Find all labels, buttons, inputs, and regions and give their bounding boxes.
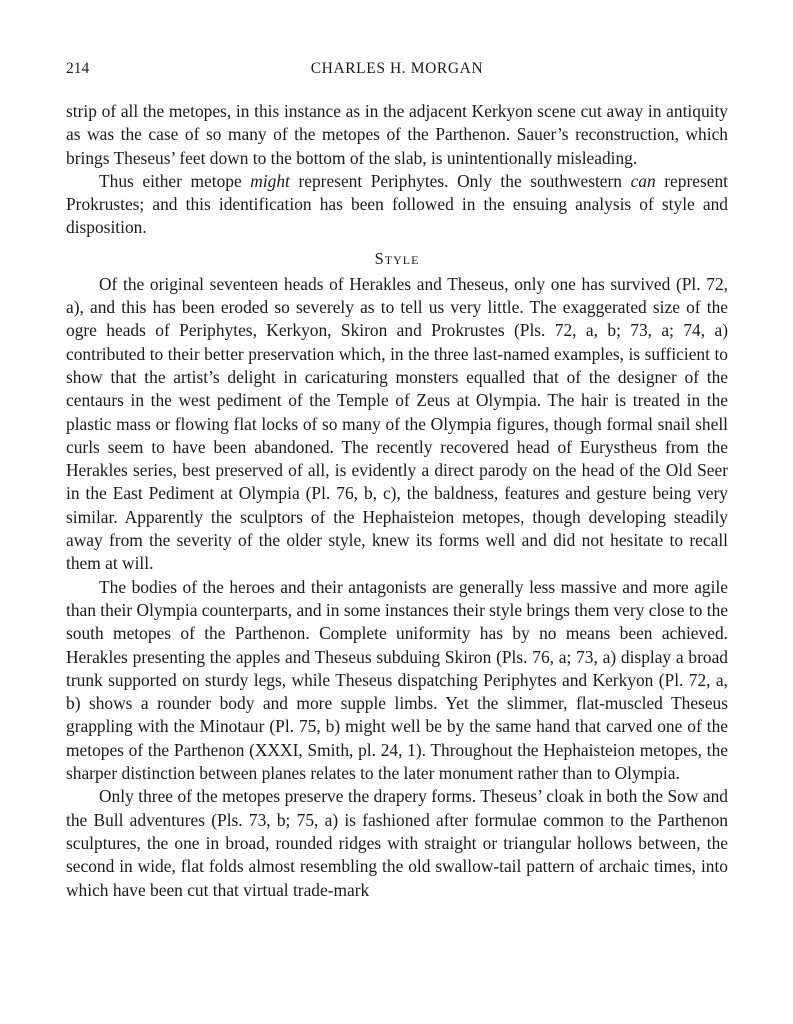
body-paragraph (66, 170, 728, 240)
body-paragraph (66, 100, 728, 170)
body-text (66, 100, 728, 902)
body-paragraph (66, 785, 728, 901)
text-segment: represent Prokrustes; and this identification has been followed in the ensuing analysis of style and disposition. (66, 170, 728, 238)
page (66, 56, 728, 902)
italic-text: might (250, 170, 290, 191)
text-segment: The bodies of the heroes and their antagonists are generally less massive and more agile than their Olympia counterparts, and in some instances their style brings them very close to the south metopes of the Parthenon. Complete uniformity has by no means been achieved. Herakles presenting the apples and Theseus subduing Skiron (Pls. 76, a; 73, a) display a broad trunk supported on sturdy legs, while Theseus dispatching Periphytes and Kerkyon (Pl. 72, a, b) shows a rounder body and more supple limbs. Yet the slimmer, flat-muscled Theseus grappling with the Minotaur (Pl. 75, b) might well be by the same hand that carved one of the metopes of the Parthenon (XXXI, Smith, pl. 24, 1). Throughout the Hephaisteion metopes, the sharper distinction between planes relates to the later monument rather than to Olympia. (66, 576, 728, 784)
text-segment: Only three of the metopes preserve the drapery forms. Theseus’ cloak in both the Sow and the Bull adventures (Pls. 73, b; 75, a) is fashioned after formulae common to the Parthenon sculptures, the one in broad, rounded ridges with straight or triangular hollows between, the second in wide, flat folds almost resembling the old swallow-tail pattern of archaic times, into which have been cut that virtual trade-mark (66, 786, 728, 900)
text-segment: strip of all the metopes, in this instance as in the adjacent Kerkyon scene cut away in antiquity as was the case of so many of the metopes of the Parthenon. Sauer’s reconstruction, which brings Theseus’ feet down to the bottom of the slab, is unintentionally misleading. (66, 101, 728, 168)
text-segment: represent Periphytes. Only the southwestern (289, 170, 631, 191)
text-segment: Thus either metope (99, 170, 251, 191)
paragraphs-after-heading (66, 273, 728, 902)
section-heading: Style (374, 248, 420, 268)
body-paragraph (66, 576, 728, 786)
page-number: 214 (66, 60, 90, 77)
body-paragraph (66, 273, 728, 576)
text-segment: Of the original seventeen heads of Herakles and Theseus, only one has survived (Pl. 72, a), and this has been eroded so severely as to tell us very little. The exaggerated size of the ogre heads of Periphytes, Kerkyon, Skiron and Prokrustes (Pls. 72, a, b; 73, a; 74, a) contributed to their better preservation which, in the three last-named examples, is sufficient to show that the artist’s delight in caricaturing monsters equalled that of the designer of the centaurs in the west pediment of the Temple of Zeus at Olympia. The hair is treated in the plastic mass or flowing flat locks of so many of the Olympia figures, though formal snail shell curls seem to have been abandoned. The recently recovered head of Eurystheus from the Herakles series, best preserved of all, is evidently a direct parody on the head of the Old Seer in the East Pediment at Olympia (Pl. 76, b, c), the baldness, features and gesture being very similar. Apparently the sculptors of the Hephaisteion metopes, though developing steadily away from the severity of the older style, knew its forms well and did not hesitate to recall them at will. (66, 273, 728, 574)
running-head: CHARLES H. MORGAN (310, 60, 484, 77)
italic-text: can (630, 170, 656, 191)
paragraphs-before-heading (66, 100, 728, 240)
page-header (66, 56, 728, 82)
